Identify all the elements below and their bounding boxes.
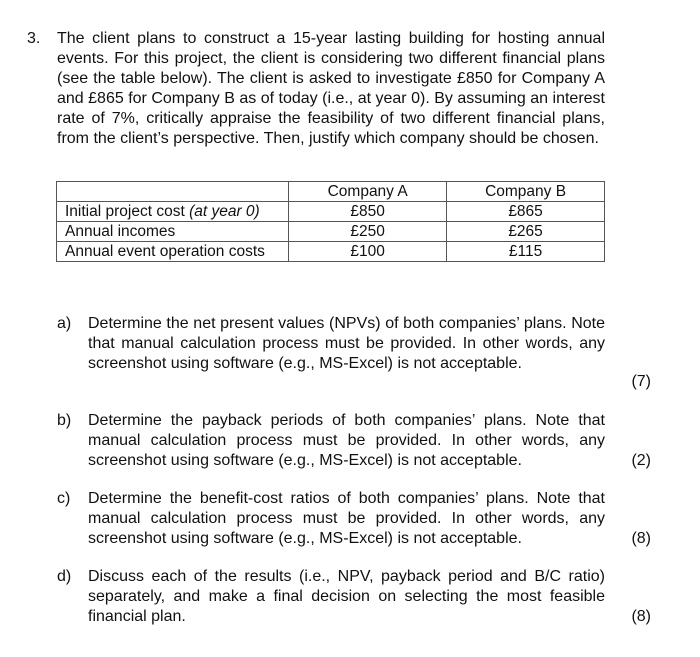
part-text: Determine the benefit-cost ratios of both companies’ plans. Note that manual calculation process must be provided. In other words, any screenshot using software (e.g., MS-Excel) is not acceptable.: [88, 490, 605, 547]
row-value-company-b: £865: [447, 202, 605, 222]
part-marks: (8): [631, 530, 651, 547]
part-marks: (2): [631, 452, 651, 469]
row-label-text: Initial project cost: [65, 203, 185, 220]
row-label: Annual event operation costs: [57, 242, 289, 262]
question-number: 3.: [27, 30, 41, 47]
financial-plans-table: [56, 181, 605, 262]
row-value-company-a: £250: [289, 222, 447, 242]
row-label: [57, 202, 289, 222]
part-letter: c): [57, 490, 71, 507]
part-letter: d): [57, 568, 72, 585]
row-value-company-a: £100: [289, 242, 447, 262]
table-row: [57, 242, 605, 262]
row-label-note: (at year 0): [189, 203, 260, 220]
part-marks: (7): [631, 373, 651, 390]
part-letter: a): [57, 315, 72, 332]
row-value-company-b: £265: [447, 222, 605, 242]
question-intro: The client plans to construct a 15-year lasting building for hosting annual events. For this project, the client is considering two different financial plans (see the table below). The client is asked to investigate £850 for Company A and £865 for Company B as of today (i.e., at year 0). By assuming an interest rate of 7%, critically appraise the feasibility of two different financial plans, from the client’s perspective. Then, justify which company should be chosen.: [57, 30, 605, 147]
part-text: Discuss each of the results (i.e., NPV, payback period and B/C ratio) separately, and make a final decision on selecting the most feasible financial plan.: [88, 568, 605, 625]
table-row: [57, 222, 605, 242]
row-label: Annual incomes: [57, 222, 289, 242]
part-text: Determine the net present values (NPVs) of both companies’ plans. Note that manual calculation process must be provided. In other words, any screenshot using software (e.g., MS-Excel) is not acceptable.: [88, 315, 605, 372]
table-header-company-b: Company B: [447, 182, 605, 202]
table-header-empty: [57, 182, 289, 202]
table-header-row: [57, 182, 605, 202]
table-row: [57, 202, 605, 222]
row-value-company-b: £115: [447, 242, 605, 262]
part-letter: b): [57, 412, 72, 429]
row-value-company-a: £850: [289, 202, 447, 222]
table-header-company-a: Company A: [289, 182, 447, 202]
part-marks: (8): [631, 608, 651, 625]
part-text: Determine the payback periods of both companies’ plans. Note that manual calculation process must be provided. In other words, any screenshot using software (e.g., MS-Excel) is not acceptable.: [88, 412, 605, 469]
